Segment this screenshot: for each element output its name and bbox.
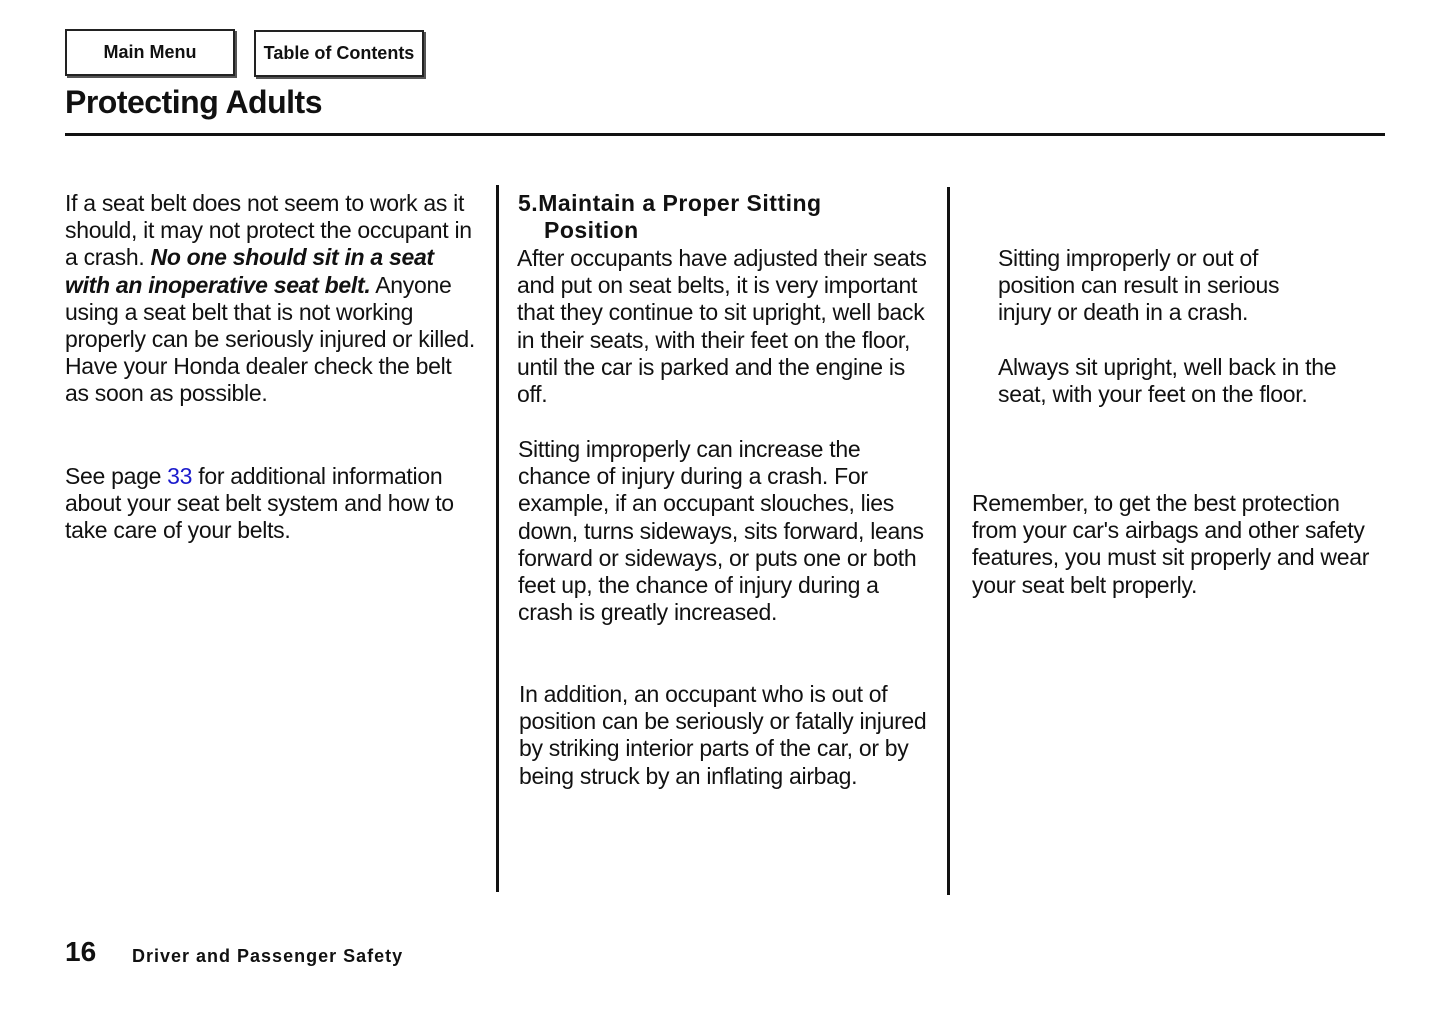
col1-paragraph-2	[65, 463, 475, 545]
column-divider-2	[947, 187, 950, 895]
warning-text: No one should sit in a seat with an inoperative seat belt.	[65, 244, 434, 298]
text: Anyone using a seat belt that is not working properly can be seriously injured or killed. Have your Honda dealer check the belt as soon as possible.	[65, 271, 475, 407]
table-of-contents-button[interactable]: Table of Contents	[254, 30, 424, 77]
col3-paragraph-2: Always sit upright, well back in the seat, with your feet on the floor.	[998, 354, 1337, 408]
page-33-link[interactable]: 33	[167, 463, 193, 489]
title-divider	[65, 133, 1385, 136]
col2-paragraph-1: After occupants have adjusted their seats and put on seat belts, it is very important that they continue to sit upright, well back in their seats, with their feet on the floor, until the car is parked and the engine is off.	[517, 245, 927, 408]
heading-line-2: Position	[544, 217, 639, 244]
text: See page	[65, 463, 168, 489]
heading-number: 5.	[518, 190, 539, 216]
column-divider-1	[496, 185, 499, 892]
heading-line-1: Maintain a Proper Sitting	[538, 190, 822, 216]
text: for additional information about your seat belt system and how to take care of your belts.	[65, 463, 454, 544]
main-menu-button[interactable]: Main Menu	[65, 29, 235, 76]
col3-paragraph-1: Sitting improperly or out of position can result in serious injury or death in a crash.	[998, 245, 1280, 326]
col1-paragraph-1	[65, 190, 480, 408]
page-title: Protecting Adults	[65, 84, 322, 120]
section-name: Driver and Passenger Safety	[132, 946, 404, 966]
page-number: 16	[65, 936, 97, 967]
section-heading	[518, 190, 938, 244]
col3-paragraph-3: Remember, to get the best protection from your car's airbags and other safety features, you must sit properly and wear your seat belt properly.	[972, 490, 1370, 598]
col2-paragraph-2: Sitting improperly can increase the chance of injury during a crash. For example, if an occupant slouches, lies down, turns sideways, sits forward, leans forward or sideways, or puts one or both feet up, the chance of injury during a crash is greatly increased.	[518, 436, 924, 626]
text: If a seat belt does not seem to work as it should, it may not protect the occupant in a crash.	[65, 190, 472, 271]
col2-paragraph-3: In addition, an occupant who is out of position can be seriously or fatally injured by striking interior parts of the car, or by being struck by an inflating airbag.	[519, 681, 927, 789]
